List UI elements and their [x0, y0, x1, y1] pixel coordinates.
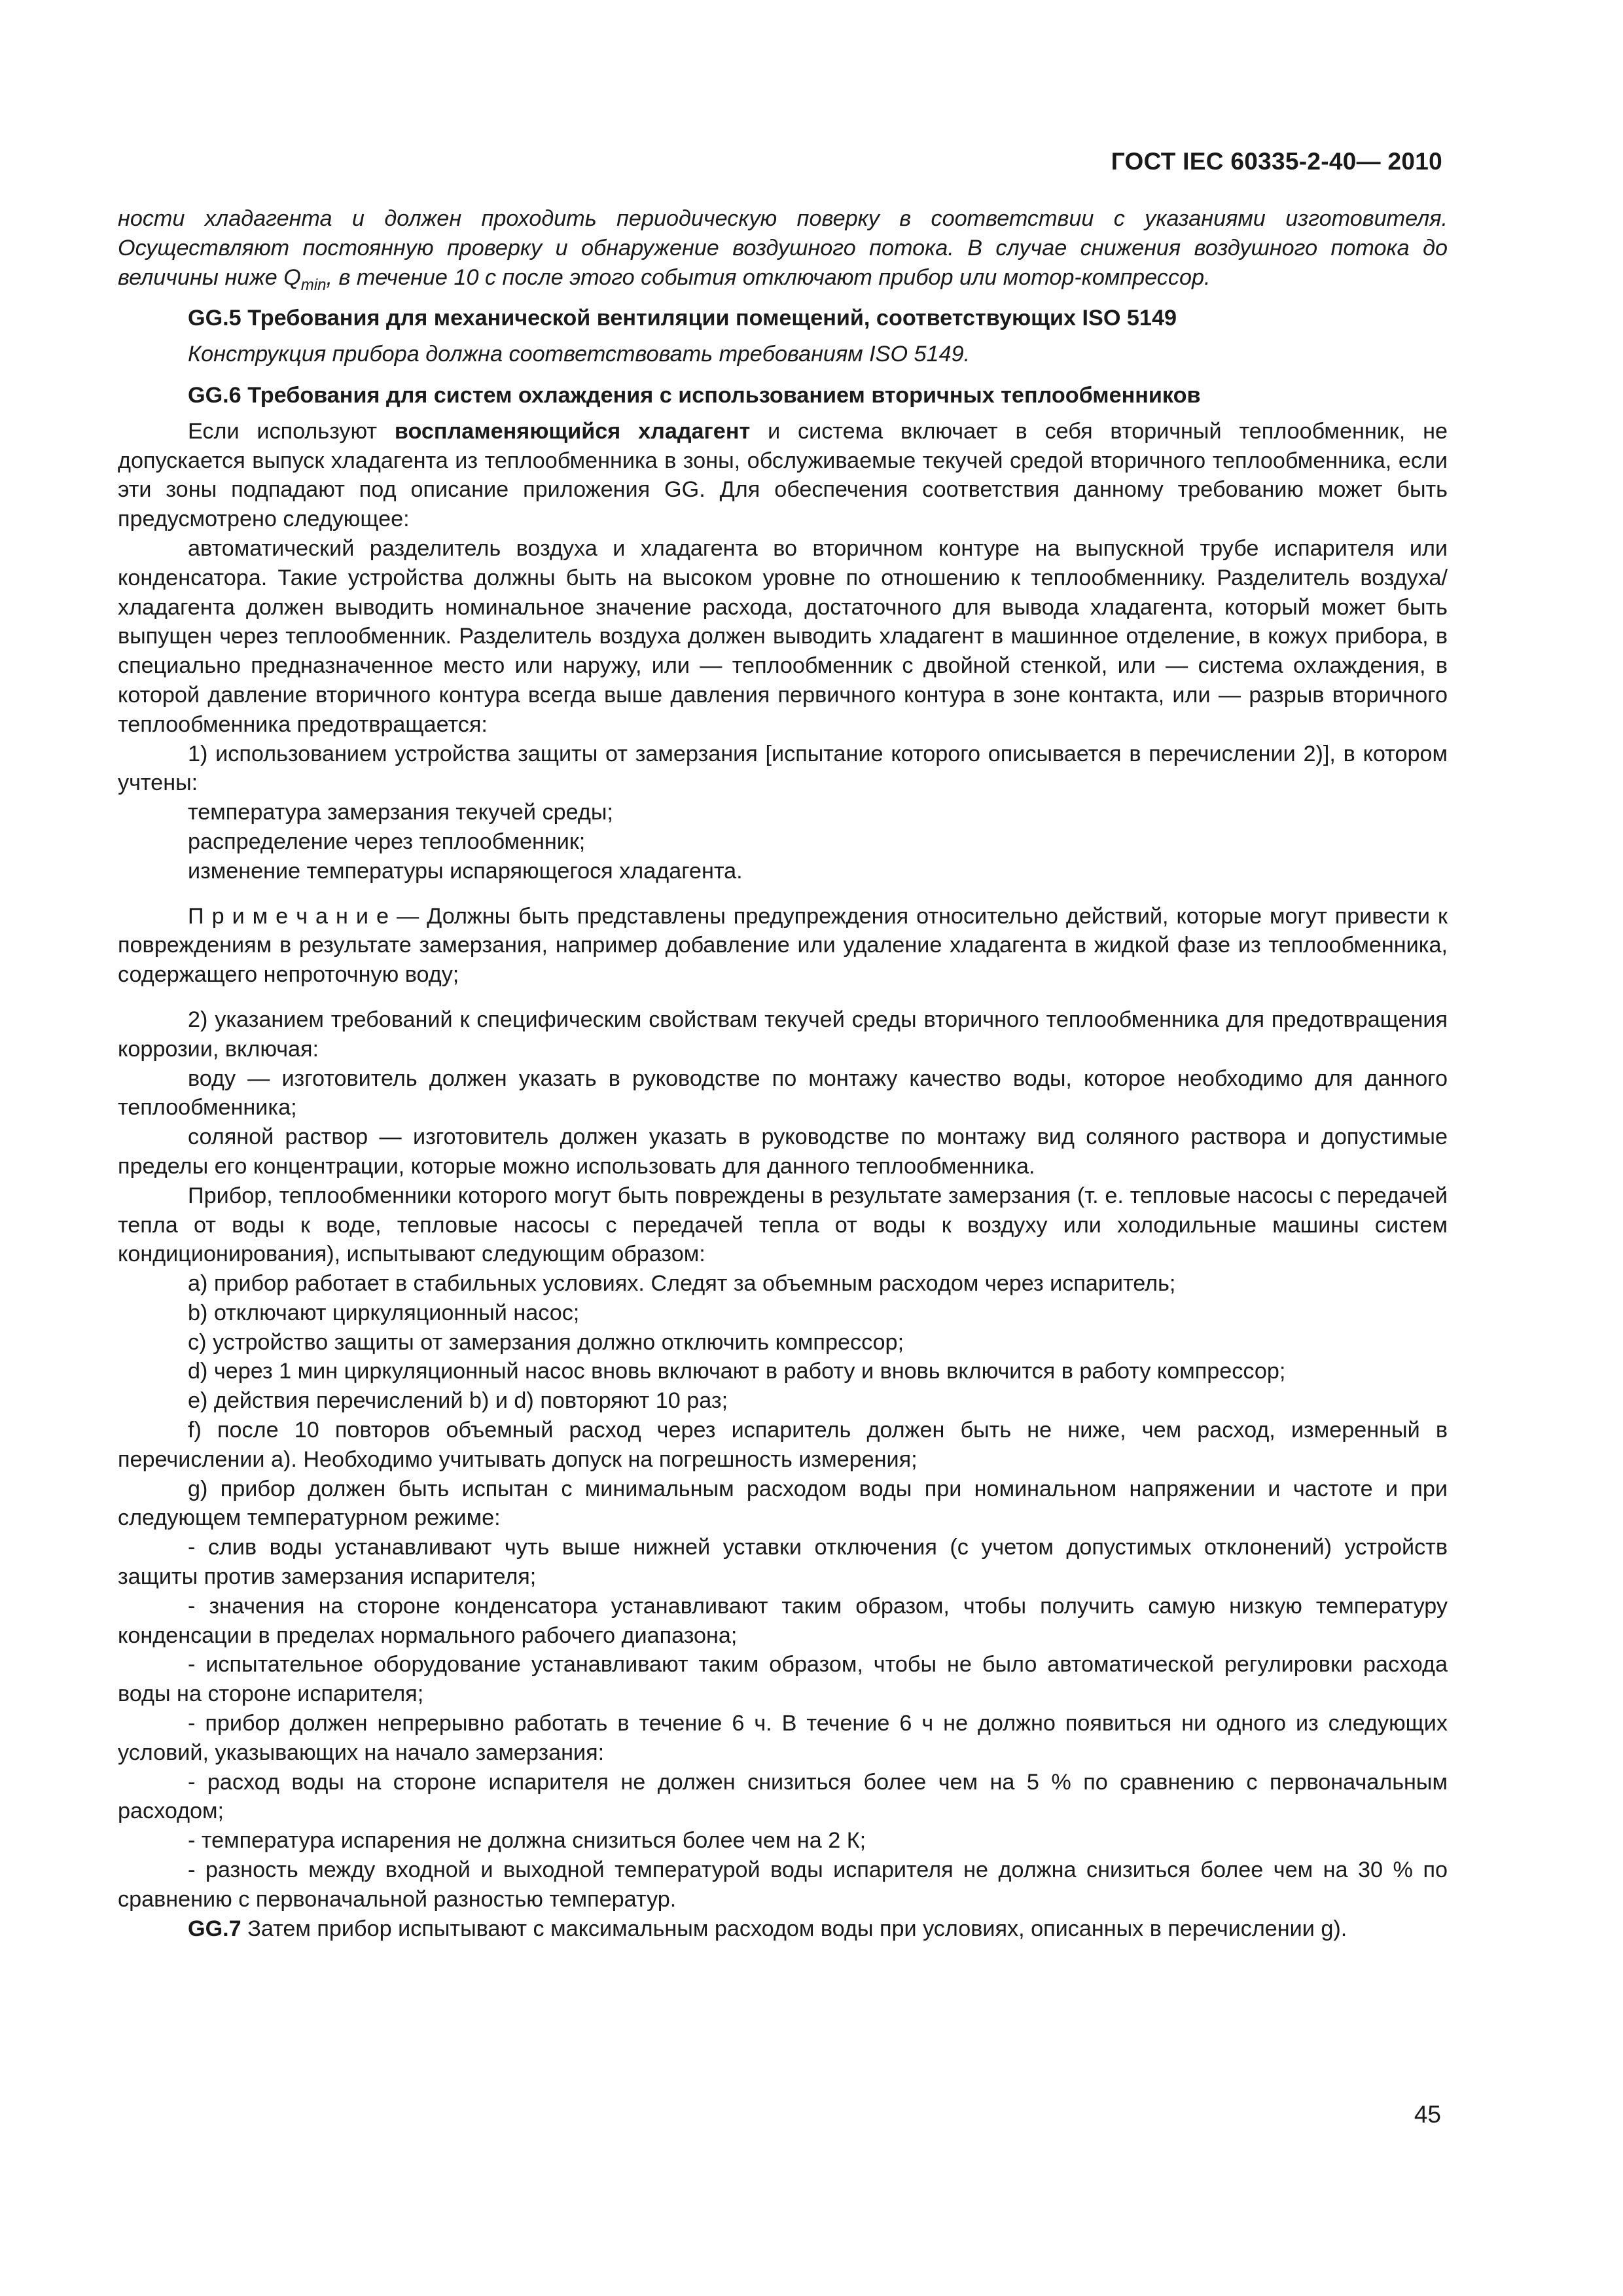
standard-header: ГОСТ IEC 60335-2-40— 2010 [1111, 148, 1442, 175]
dash-item: - слив воды устанавливают чуть выше нижней уставки отключения (с учетом допустимых отклонений) устройств защиты против замерзания испарителя; [118, 1535, 1448, 1590]
section-number-gg7: GG.7 [188, 1916, 241, 1941]
text-run: и система включает в себя вторичный теплообменник, не допускается выпуск хладагента из теплообменника в зоны, обслуживаемые текучей средой вторичного теплообменника, если эти зоны подпадают под описание приложения GG. Для обеспечения соответствия данному требованию может быть предусмотрено следующее: [118, 418, 1448, 532]
text-run: Если используют [188, 418, 395, 444]
list-subitem: соляной раствор — изготовитель должен указать в руководстве по монтажу вид соляного раствора и допустимые пределы его концентрации, которые можно использовать для данного теплообменника. [118, 1124, 1448, 1179]
text-run: Затем прибор испытывают с максимальным расходом воды при условиях, описанных в перечислении g). [241, 1916, 1347, 1941]
list-subitem: распределение через теплообменник; [188, 829, 586, 854]
dash-item: - прибор должен непрерывно работать в течение 6 ч. В течение 6 ч не должно появиться ни одного из следующих условий, указывающих на начало замерзания: [118, 1711, 1448, 1765]
subscript-min: min [300, 276, 327, 294]
enum-item-e: e) действия перечислений b) и d) повторяют 10 раз; [188, 1388, 728, 1414]
list-subitem: изменение температуры испаряющегося хладагента. [188, 858, 743, 884]
dash-item: - расход воды на стороне испарителя не должен снизиться более чем на 5 % по сравнению с первоначальным расходом; [118, 1769, 1448, 1824]
dash-item: - разность между входной и выходной температурой воды испарителя не должна снизиться более чем на 30 % по сравнению с первоначальной разностью температур. [118, 1857, 1448, 1912]
list-subitem: воду — изготовитель должен указать в руководстве по монтажу качество воды, которое необходимо для данного теплообменника; [118, 1066, 1448, 1121]
enum-item-d: d) через 1 мин циркуляционный насос вновь включают в работу и вновь включится в работу компрессор; [188, 1359, 1286, 1384]
note-paragraph: П р и м е ч а н и е — Должны быть представлены предупреждения относительно действий, которые могут привести к повреждениям в результате замерзания, например добавление или удаление хладагента в жидкой фазе из теплообменника, содержащего непроточную воду; [118, 903, 1448, 988]
dash-item: - значения на стороне конденсатора устанавливают таким образом, чтобы получить самую низкую температуру конденсации в пределах нормального рабочего диапазона; [118, 1593, 1448, 1648]
enum-item-a: a) прибор работает в стабильных условиях. Следят за объемным расходом через испаритель; [188, 1271, 1176, 1297]
paragraph-gg7 [118, 1914, 1448, 1944]
document-body [118, 204, 1448, 1943]
enum-item-b: b) отключают циркуляционный насос; [188, 1300, 580, 1325]
paragraph-continuation [118, 204, 1448, 292]
paragraph-separator: автоматический разделитель воздуха и хладагента во вторичном контуре на выпускной трубе испарителя или конденсатора. Такие устройства должны быть на высоком уровне по отношению к теплообменнику. Разделитель воздуха/хладагента должен выводить номинальное значение расхода, достаточного для вывода хладагента, который может быть выпущен через теплообменник. Разделитель воздуха должен выводить хладагент в машинное отделение, в кожух прибора, в специально предназначенное место или наружу, или — теплообменник с двойной стенкой, или — система охлаждения, в которой давление вторичного контура всегда выше давления первичного контура в зоне контакта, или — разрыв вторичного теплообменника предотвращается: [118, 535, 1448, 737]
paragraph-test-procedure: Прибор, теплообменники которого могут быть повреждены в результате замерзания (т. е. тепловые насосы с передачей тепла от воды к воде, тепловые насосы с передачей тепла от воды к воздуху или холодильные машины систем кондиционирования), испытывают следующим образом: [118, 1183, 1448, 1267]
page-number: 45 [1414, 2101, 1441, 2128]
section-heading-gg5: GG.5 Требования для механической вентиляции помещений, соответствующих ISO 5149 [188, 306, 1177, 331]
paragraph-gg6-intro [118, 417, 1448, 534]
bold-term: воспламеняющийся хладагент [394, 418, 751, 444]
list-item-2: 2) указанием требований к специфическим свойствам текучей среды вторичного теплообменника для предотвращения коррозии, включая: [118, 1007, 1448, 1062]
enum-item-f: f) после 10 повторов объемный расход через испаритель должен быть не ниже, чем расход, измеренный в перечислении a). Необходимо учитывать допуск на погрешность измерения; [118, 1418, 1448, 1472]
paragraph-gg5-text: Конструкция прибора должна соответствовать требованиям ISO 5149. [188, 342, 971, 367]
dash-item: - испытательное оборудование устанавливают таким образом, чтобы не было автоматической регулировки расхода воды на стороне испарителя; [118, 1652, 1448, 1707]
dash-item: - температура испарения не должна снизиться более чем на 2 К; [188, 1828, 866, 1854]
enum-item-g: g) прибор должен быть испытан с минимальным расходом воды при номинальном напряжении и частоте и при следующем температурном режиме: [118, 1476, 1448, 1531]
enum-item-c: c) устройство защиты от замерзания должно отключить компрессор; [188, 1329, 904, 1355]
text-run: ности хладагента и должен проходить периодическую поверку в соответствии с указаниями изготовителя. Осуществляют постоянную проверку и обнаружение воздушного потока. В случае снижения воздушного потока до величины ниже Q [118, 206, 1448, 290]
list-item-1: 1) использованием устройства защиты от замерзания [испытание которого описывается в перечислении 2)], в котором учтены: [118, 741, 1448, 796]
text-run: , в течение 10 с после этого события отключают прибор или мотор-компрессор. [326, 264, 1211, 290]
section-heading-gg6: GG.6 Требования для систем охлаждения с использованием вторичных теплообменников [188, 382, 1201, 408]
list-subitem: температура замерзания текучей среды; [188, 800, 613, 825]
